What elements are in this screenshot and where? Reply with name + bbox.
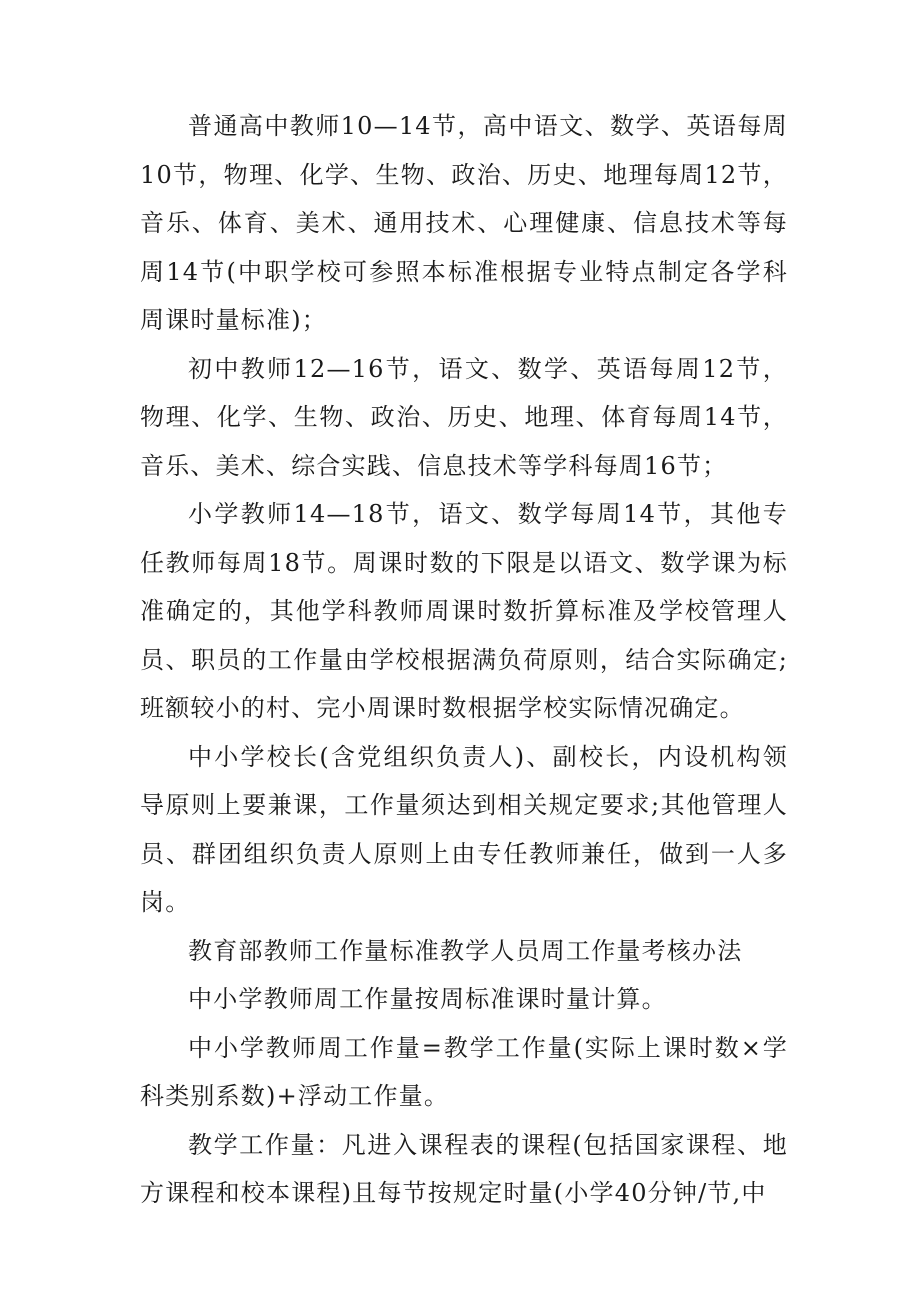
paragraph-junior-high-teachers: 初中教师12—16节，语文、数学、英语每周12节，物理、化学、生物、政治、历史、地理、体育每周14节，音乐、美术、综合实践、信息技术等学科每周16节； bbox=[140, 354, 788, 480]
paragraph-weekly-workload-basis: 中小学教师周工作量按周标准课时量计算。 bbox=[188, 985, 667, 1013]
paragraph-teaching-workload: 教学工作量：凡进入课程表的课程(包括国家课程、地方课程和校本课程)且每节按规定时量(小学40分钟/节,中 bbox=[140, 1130, 788, 1207]
paragraph-principals: 中小学校长(含党组织负责人)、副校长，内设机构领导原则上要兼课，工作量须达到相关规定要求;其他管理人员、群团组织负责人原则上由专任教师兼任，做到一人多岗。 bbox=[140, 742, 788, 916]
paragraph-primary-teachers: 小学教师14—18节，语文、数学每周14节，其他专任教师每周18节。周课时数的下限是以语文、数学课为标准确定的，其他学科教师周课时数折算标准及学校管理人员、职员的工作量由学校根据满负荷原则，结合实际确定;班额较小的村、完小周课时数根据学校实际情况确定。 bbox=[140, 500, 788, 722]
paragraph-section-heading: 教育部教师工作量标准教学人员周工作量考核办法 bbox=[188, 936, 743, 965]
paragraph-workload-formula: 中小学教师周工作量=教学工作量(实际上课时数×学科类别系数)+浮动工作量。 bbox=[140, 1033, 788, 1110]
paragraph-high-school-teachers: 普通高中教师10—14节，高中语文、数学、英语每周10节，物理、化学、生物、政治、历史、地理每周12节，音乐、体育、美术、通用技术、心理健康、信息技术等每周14节(中职学校可参照本标准根据专业特点制定各学科周课时量标准)； bbox=[140, 112, 788, 334]
document-body bbox=[140, 102, 788, 1218]
